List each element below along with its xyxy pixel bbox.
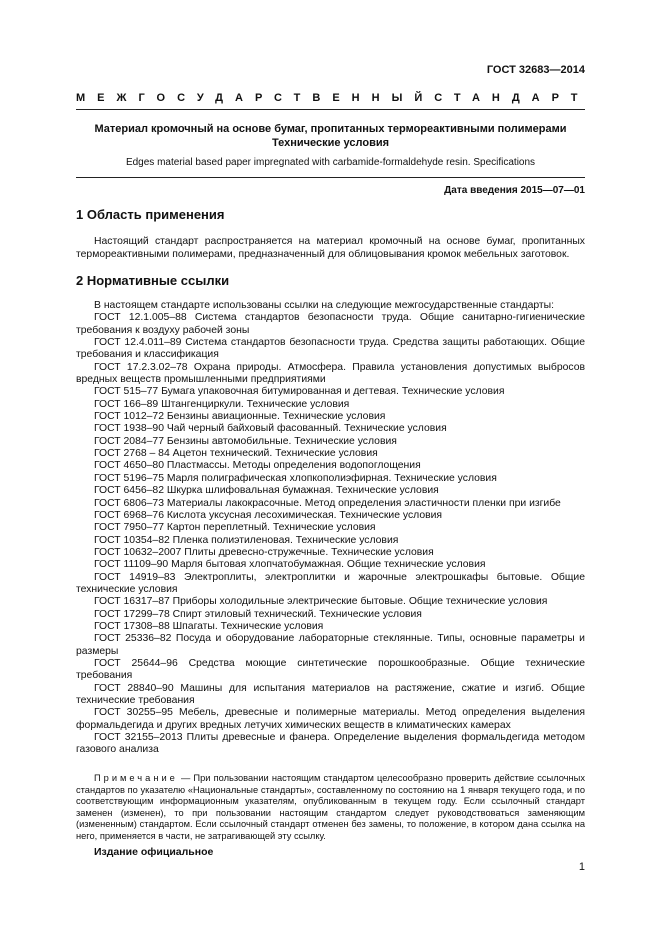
- banner-interstate: МЕЖГОСУДАРСТВЕННЫЙ: [76, 92, 435, 104]
- effective-date: Дата введения 2015—07—01: [444, 185, 585, 196]
- references-note: [76, 773, 585, 843]
- section-2-heading: 2 Нормативные ссылки: [76, 273, 230, 288]
- note-label: Примечание: [94, 773, 178, 783]
- reference-item: ГОСТ 17299–78 Спирт этиловый технический. Технические условия: [94, 608, 422, 620]
- reference-item: ГОСТ 16317–87 Приборы холодильные электрические бытовые. Общие технические условия: [94, 596, 548, 608]
- title-line-1: Материал кромочный на основе бумаг, пропитанных термореактивными полимерами: [94, 123, 567, 135]
- title-divider: [76, 177, 585, 178]
- standard-banner: [76, 92, 590, 104]
- normative-references: [76, 300, 585, 757]
- reference-item: ГОСТ 6806–73 Материалы лакокрасочные. Метод определения эластичности пленки при изгибе: [94, 497, 561, 509]
- reference-item: ГОСТ 30255–95 Мебель, древесные и полимерные материалы. Метод определения выделения формальдегида и других вредных летучих химических веществ в климатических камерах: [76, 707, 585, 731]
- reference-item: ГОСТ 25336–82 Посуда и оборудование лабораторные стеклянные. Типы, основные параметры и размеры: [76, 633, 585, 657]
- section-1-text: Настоящий стандарт распространяется на материал кромочный на основе бумаг, пропитанных термореактивными полимерами, предназначенный для облицовывания кромок мебельных заготовок.: [76, 236, 585, 260]
- reference-item: ГОСТ 12.1.005–88 Система стандартов безопасности труда. Общие санитарно-гигиенические требования к воздуху рабочей зоны: [76, 312, 585, 336]
- reference-item: ГОСТ 11109–90 Марля бытовая хлопчатобумажная. Общие технические условия: [94, 559, 486, 571]
- reference-item: ГОСТ 32155–2013 Плиты древесные и фанера. Определение выделения формальдегида методом газового анализа: [76, 732, 585, 756]
- reference-item: ГОСТ 6456–82 Шкурка шлифовальная бумажная. Технические условия: [94, 485, 439, 497]
- references-intro: В настоящем стандарте использованы ссылки на следующие межгосударственные стандарты:: [94, 300, 555, 311]
- reference-item: ГОСТ 28840–90 Машины для испытания материалов на растяжение, сжатие и изгиб. Общие технические требования: [76, 682, 585, 706]
- reference-item: ГОСТ 5196–75 Марля полиграфическая хлопкополиэфирная. Технические условия: [94, 472, 497, 484]
- english-title: Edges material based paper impregnated with carbamide-formaldehyde resin. Specifications: [125, 157, 536, 168]
- document-number: ГОСТ 32683—2014: [486, 64, 585, 76]
- reference-item: ГОСТ 2768 – 84 Ацетон технический. Технические условия: [94, 448, 378, 460]
- section-1-heading: 1 Область применения: [76, 207, 225, 222]
- official-edition-label: Издание официальное: [94, 846, 214, 858]
- reference-item: ГОСТ 17308–88 Шпагаты. Технические условия: [94, 620, 324, 632]
- banner-standard: СТАНДАРТ: [434, 92, 590, 104]
- document-title: [76, 122, 585, 150]
- reference-item: ГОСТ 12.4.011–89 Система стандартов безопасности труда. Средства защиты работающих. Общие требования и классификация: [76, 337, 585, 361]
- reference-item: ГОСТ 17.2.3.02–78 Охрана природы. Атмосфера. Правила установления допустимых выбросов вредных веществ промышленными предприятиями: [76, 361, 585, 386]
- top-divider: [76, 109, 585, 110]
- reference-item: ГОСТ 14919–83 Электроплиты, электроплитки и жарочные электрошкафы бытовые. Общие технические условия: [76, 571, 585, 595]
- reference-item: ГОСТ 2084–77 Бензины автомобильные. Технические условия: [94, 435, 397, 447]
- reference-item: ГОСТ 1938–90 Чай черный байховый фасованный. Технические условия: [94, 423, 447, 435]
- reference-item: ГОСТ 7950–77 Картон переплетный. Технические условия: [94, 522, 376, 534]
- reference-item: ГОСТ 1012–72 Бензины авиационные. Технические условия: [94, 411, 386, 423]
- reference-item: ГОСТ 515–77 Бумага упаковочная битумированная и дегтевая. Технические условия: [94, 386, 505, 398]
- title-line-2: Технические условия: [271, 137, 390, 149]
- reference-item: ГОСТ 4650–80 Пластмассы. Методы определения водопоглощения: [94, 460, 421, 472]
- reference-item: ГОСТ 10354–82 Пленка полиэтиленовая. Технические условия: [94, 534, 399, 546]
- reference-item: ГОСТ 25644–96 Средства моющие синтетические порошкообразные. Общие технические требования: [76, 657, 585, 682]
- reference-item: ГОСТ 10632–2007 Плиты древесно-стружечные. Технические условия: [94, 546, 434, 558]
- reference-item: ГОСТ 166–89 Штангенциркули. Технические условия: [94, 398, 350, 410]
- note-text: — При пользовании настоящим стандартом целесообразно проверить действие ссылочных стандартов по указателю «Национальные стандарты», составленному по состоянию на 1 января текущего года, и по соответствующим информационным указателям, опубликованным в текущем году. Если ссылочный стандарт заменен (изменен), то при пользовании настоящим стандартом следует руководствоваться заменяющим (измененным) стандартом. Если ссылочный стандарт отменен без замены, то положение, в котором дана ссылка на него, применяется в части, не затрагивающей эту ссылку.: [76, 773, 585, 841]
- page-number: 1: [578, 861, 585, 873]
- reference-item: ГОСТ 6968–76 Кислота уксусная лесохимическая. Технические условия: [94, 509, 443, 521]
